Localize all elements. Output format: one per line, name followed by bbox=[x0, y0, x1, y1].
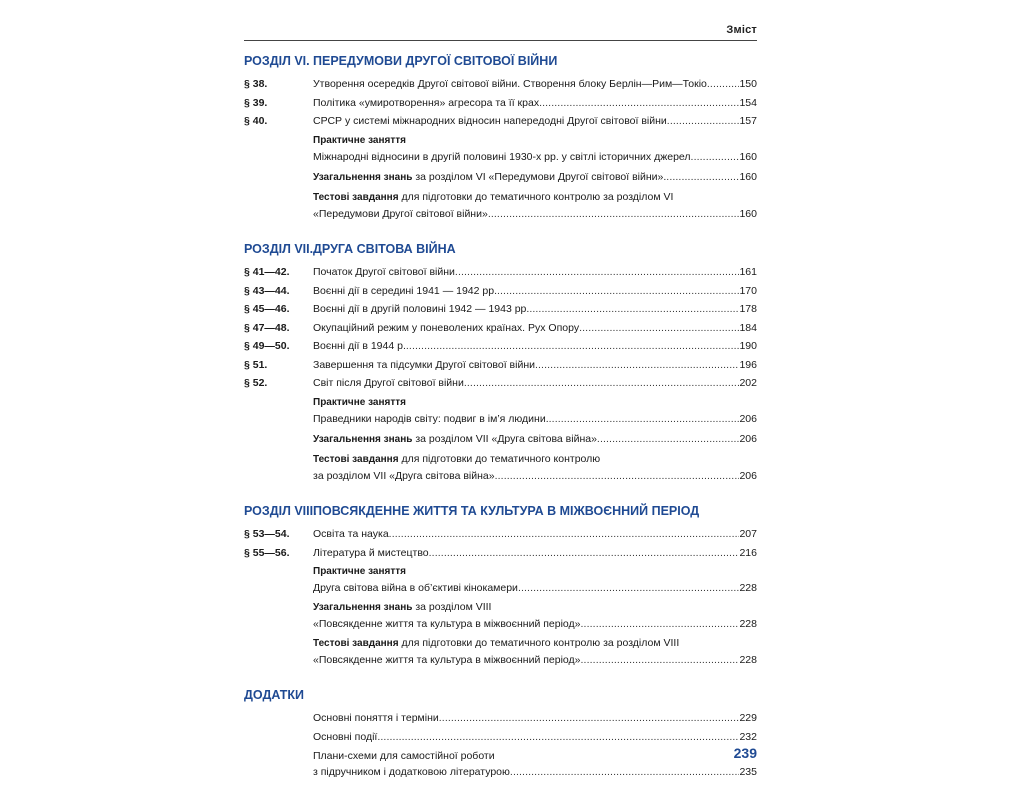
dot-leader bbox=[666, 168, 739, 187]
entry-title: Світ після Другої світової війни bbox=[313, 377, 464, 389]
section-title: ДРУГА СВІТОВА ВІЙНА bbox=[313, 242, 456, 256]
dot-leader bbox=[581, 651, 740, 669]
page-ref: 228 bbox=[739, 618, 757, 630]
dot-leader bbox=[518, 579, 740, 597]
section-number: РОЗДІЛ VII. bbox=[244, 242, 314, 256]
entry-title: за розділом VIII bbox=[415, 601, 492, 613]
entry-title: СРСР у системі міжнародних відносин напередодні Другої світової війни bbox=[313, 115, 667, 127]
page-number: 239 bbox=[733, 745, 757, 761]
toc-entry[interactable] bbox=[244, 749, 757, 781]
practice-label: Практичне заняття bbox=[313, 396, 406, 408]
tests-entry[interactable] bbox=[244, 190, 757, 223]
practice-label: Практичне заняття bbox=[313, 566, 406, 577]
tests-entry[interactable] bbox=[244, 452, 757, 485]
toc-entry[interactable] bbox=[244, 728, 757, 747]
dot-leader bbox=[579, 319, 739, 338]
page-ref: 150 bbox=[739, 78, 757, 90]
toc-entry[interactable] bbox=[244, 709, 757, 728]
tests-label: Тестові завдання bbox=[313, 192, 399, 203]
tests-label: Тестові завдання bbox=[313, 454, 399, 465]
page-ref: 190 bbox=[739, 340, 757, 352]
header-rule bbox=[244, 40, 757, 41]
dot-leader bbox=[429, 544, 740, 563]
dot-leader bbox=[535, 356, 739, 375]
paragraph-number: § 39. bbox=[244, 96, 268, 109]
section-heading bbox=[244, 686, 757, 704]
appendix-section bbox=[244, 686, 757, 781]
paragraph-number: § 45—46. bbox=[244, 303, 290, 315]
summary-entry[interactable] bbox=[244, 168, 757, 188]
toc-entry[interactable] bbox=[244, 525, 757, 544]
dot-leader bbox=[439, 709, 740, 728]
dot-leader bbox=[581, 615, 740, 633]
entry-title-continued: з підручником і додатковою літературою bbox=[313, 766, 510, 778]
page-ref: 157 bbox=[739, 115, 757, 127]
paragraph-number: § 40. bbox=[244, 115, 268, 127]
entry-title: Утворення осередків Другої світової війни. Створення блоку Берлін—Рим—Токіо bbox=[313, 78, 707, 90]
paragraph-number: § 53—54. bbox=[244, 528, 290, 540]
toc-entry[interactable] bbox=[244, 75, 757, 94]
page-ref: 229 bbox=[739, 712, 757, 724]
entry-title: Плани-схеми для самостійної роботи bbox=[313, 750, 495, 762]
page-ref: 178 bbox=[739, 303, 757, 315]
paragraph-number: § 38. bbox=[244, 78, 268, 90]
section-title: ПЕРЕДУМОВИ ДРУГОЇ СВІТОВОЇ ВІЙНИ bbox=[313, 54, 558, 68]
entry-title: за розділом VI «Передумови Другої світової війни». bbox=[415, 170, 667, 183]
dot-leader bbox=[464, 374, 740, 393]
entry-title-continued: «Передумови Другої світової війни» bbox=[313, 208, 488, 220]
dot-leader bbox=[497, 282, 739, 301]
toc-entry[interactable] bbox=[244, 300, 757, 319]
page-ref: 216 bbox=[739, 546, 757, 559]
section-heading bbox=[244, 502, 757, 520]
tests-entry[interactable] bbox=[244, 636, 757, 669]
section-number: РОЗДІЛ VIII. bbox=[244, 504, 317, 518]
entry-title: Завершення та підсумки Другої світової війни bbox=[313, 358, 535, 371]
dot-leader bbox=[549, 410, 740, 428]
practice-entry[interactable] bbox=[244, 396, 757, 428]
entry-title: Воєнні дії в другій половині 1942 — 1943 рр. bbox=[313, 303, 530, 315]
page-ref: 154 bbox=[739, 96, 757, 109]
paragraph-number: § 51. bbox=[244, 358, 268, 371]
dot-leader bbox=[707, 75, 740, 94]
entry-title: Освіта та наука bbox=[313, 528, 389, 540]
page-ref: 196 bbox=[739, 358, 757, 371]
dot-leader bbox=[488, 205, 740, 223]
entry-title: за розділом VII «Друга світова війна» bbox=[415, 432, 597, 445]
page-ref: 160 bbox=[739, 170, 757, 183]
entry-title: Література й мистецтво bbox=[313, 546, 429, 559]
page-ref: 202 bbox=[739, 377, 757, 389]
tests-label: Тестові завдання bbox=[313, 638, 399, 649]
section-title: ДОДАТКИ bbox=[244, 688, 305, 702]
paragraph-number: § 55—56. bbox=[244, 546, 290, 559]
paragraph-number: § 49—50. bbox=[244, 340, 290, 352]
dot-leader bbox=[667, 112, 740, 131]
dot-leader bbox=[389, 525, 740, 544]
entry-title: для підготовки до тематичного контролю за розділом VI bbox=[401, 191, 674, 203]
dot-leader bbox=[406, 337, 740, 356]
section-heading bbox=[244, 240, 757, 258]
page-ref: 184 bbox=[739, 321, 757, 334]
page-ref: 228 bbox=[739, 654, 757, 666]
page-ref: 232 bbox=[739, 730, 757, 743]
toc-entry[interactable] bbox=[244, 319, 757, 338]
entry-title: для підготовки до тематичного контролю за розділом VIII bbox=[401, 637, 680, 649]
paragraph-number: § 52. bbox=[244, 377, 268, 389]
toc-entry[interactable] bbox=[244, 263, 757, 282]
section-8 bbox=[244, 502, 757, 669]
page-ref: 170 bbox=[739, 284, 757, 297]
dot-leader bbox=[455, 263, 740, 282]
summary-entry[interactable] bbox=[244, 430, 757, 450]
page-ref: 207 bbox=[739, 528, 757, 540]
practice-label: Практичне заняття bbox=[313, 134, 406, 146]
page-ref: 160 bbox=[739, 150, 757, 163]
toc-entry[interactable] bbox=[244, 282, 757, 301]
page-ref: 235 bbox=[739, 766, 757, 778]
entry-title: Воєнні дії в 1944 р. bbox=[313, 340, 406, 352]
entry-title: Основні події bbox=[313, 730, 378, 743]
dot-leader bbox=[377, 728, 739, 747]
section-6 bbox=[244, 52, 757, 223]
practice-entry[interactable] bbox=[244, 134, 757, 166]
dot-leader bbox=[539, 94, 739, 113]
running-header: Зміст bbox=[726, 24, 757, 36]
toc-entry[interactable] bbox=[244, 112, 757, 131]
page-ref: 228 bbox=[739, 582, 757, 594]
paragraph-number: § 41—42. bbox=[244, 266, 290, 278]
entry-title: Початок Другої світової війни bbox=[313, 266, 455, 278]
toc-entry[interactable] bbox=[244, 374, 757, 393]
entry-title: Праведники народів світу: подвиг в ім’я людини. bbox=[313, 412, 549, 425]
entry-title: для підготовки до тематичного контролю bbox=[401, 453, 601, 465]
section-heading bbox=[244, 52, 757, 70]
paragraph-number: § 43—44. bbox=[244, 284, 290, 297]
toc-entry[interactable] bbox=[244, 356, 757, 375]
summary-entry[interactable] bbox=[244, 600, 757, 633]
entry-title: Політика «умиротворення» агресора та її крах bbox=[313, 96, 540, 109]
summary-label: Узагальнення знань bbox=[313, 171, 413, 183]
summary-label: Узагальнення знань bbox=[313, 602, 413, 613]
toc-entry[interactable] bbox=[244, 544, 757, 563]
paragraph-number: § 47—48. bbox=[244, 321, 290, 334]
entry-title: Воєнні дії в середині 1941 — 1942 рр. bbox=[313, 284, 497, 297]
toc-page bbox=[244, 0, 757, 778]
entry-title: Окупаційний режим у поневолених країнах. Рух Опору bbox=[313, 321, 580, 334]
dot-leader bbox=[597, 430, 740, 449]
table-of-contents bbox=[244, 52, 757, 798]
dot-leader bbox=[691, 148, 740, 166]
page-ref: 206 bbox=[739, 432, 757, 445]
page-ref: 206 bbox=[739, 470, 757, 482]
toc-entry[interactable] bbox=[244, 337, 757, 356]
page-ref: 206 bbox=[739, 412, 757, 425]
section-title: ПОВСЯКДЕННЕ ЖИТТЯ ТА КУЛЬТУРА В МІЖВОЄННИЙ ПЕРІОД bbox=[313, 504, 700, 518]
entry-title-continued: за розділом VII «Друга світова війна» bbox=[313, 470, 495, 482]
entry-title-continued: «Повсякденне життя та культура в міжвоєнний період» bbox=[313, 654, 581, 666]
page-ref: 160 bbox=[739, 208, 757, 220]
dot-leader bbox=[495, 467, 740, 485]
entry-title: Основні поняття і терміни bbox=[313, 712, 439, 724]
dot-leader bbox=[529, 300, 739, 319]
dot-leader bbox=[510, 763, 740, 781]
entry-title: Міжнародні відносини в другій половині 1930-х рр. у світлі історичних джерел bbox=[313, 150, 691, 163]
practice-entry[interactable] bbox=[244, 565, 757, 597]
page-ref: 161 bbox=[739, 266, 757, 278]
entry-title-continued: «Повсякденне життя та культура в міжвоєнний період» bbox=[313, 618, 581, 630]
entry-title: Друга світова війна в об’єктиві кінокамери bbox=[313, 582, 518, 594]
section-number: РОЗДІЛ VI. bbox=[244, 54, 310, 68]
section-7 bbox=[244, 240, 757, 485]
summary-label: Узагальнення знань bbox=[313, 433, 413, 445]
toc-entry[interactable] bbox=[244, 94, 757, 113]
